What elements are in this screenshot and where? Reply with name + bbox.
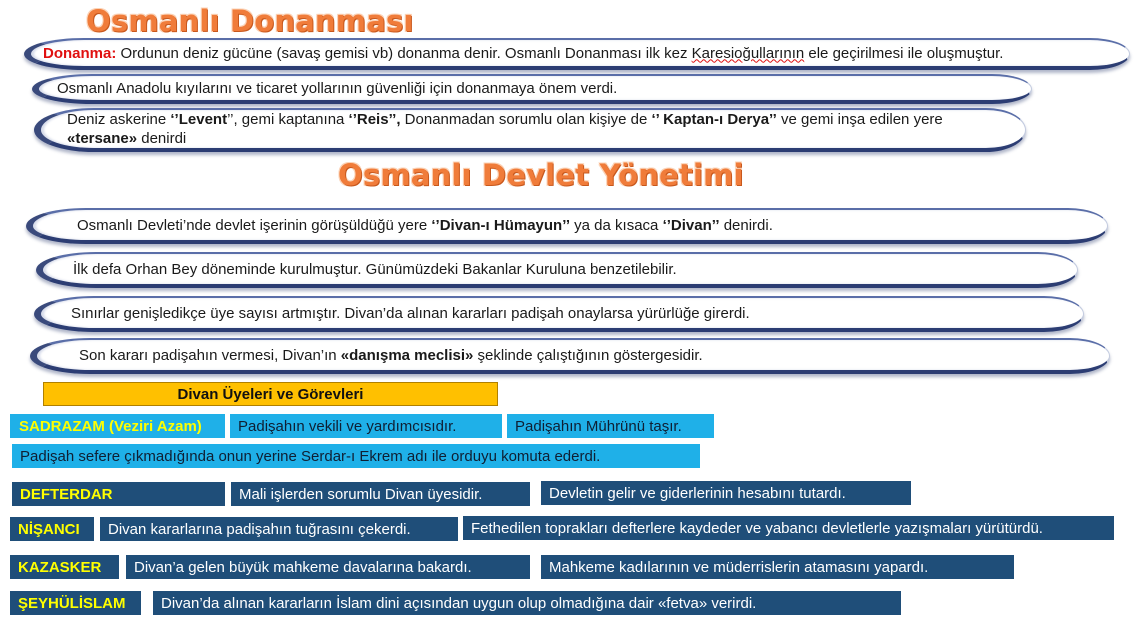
terms-text-1: Deniz askerine xyxy=(67,111,171,128)
terms-text-3: Donanmadan sorumlu olan kişiye de xyxy=(400,111,652,128)
defterdar-label: DEFTERDAR xyxy=(12,482,225,506)
divan-i-humayun-term: ‘’Divan-ı Hümayun’’ xyxy=(431,216,570,234)
terms-text-4: ve gemi inşa edilen yere xyxy=(776,111,943,128)
sadrazam-label: SADRAZAM (Veziri Azam) xyxy=(10,414,225,438)
advisory-text-2: şeklinde çalıştığının göstergesidir. xyxy=(473,346,703,364)
divan-members-text: Sınırlar genişledikçe üye sayısı artmıştır. Divan’da alınan kararları padişah onaylarsa yürürlüğe girerdi. xyxy=(71,304,750,322)
kazasker-duty-2: Mahkeme kadılarının ve müderrislerin atamasını yapardı. xyxy=(541,555,1014,579)
defterdar-duty-2: Devletin gelir ve giderlerinin hesabını tutardı. xyxy=(541,481,911,505)
divan-def-text-2: ya da kısaca xyxy=(570,216,663,234)
donanma-security-text: Osmanlı Anadolu kıyılarını ve ticaret yollarının güvenliği için donanmaya önem verdi. xyxy=(57,79,618,97)
divan-term: ‘’Divan’’ xyxy=(662,216,720,234)
divan-members-title: Divan Üyeleri ve Görevleri xyxy=(43,382,498,406)
divan-def-text-3: denirdi. xyxy=(719,216,773,234)
danisma-meclisi-term: «danışma meclisi» xyxy=(340,346,474,364)
donanma-heading: Osmanlı Donanması xyxy=(86,4,414,38)
levent-term: ‘’Levent xyxy=(170,111,228,128)
karesiogullari-word: Karesioğullarının xyxy=(691,44,805,62)
yonetim-heading: Osmanlı Devlet Yönetimi xyxy=(338,158,744,192)
donanma-term: Donanma: xyxy=(43,44,117,62)
nisanci-duty-1: Divan kararlarına padişahın tuğrasını çekerdi. xyxy=(100,517,458,541)
sadrazam-duty-1: Padişahın vekili ve yardımcısıdır. xyxy=(230,414,502,438)
defterdar-duty-1: Mali işlerden sorumlu Divan üyesidir. xyxy=(231,482,530,506)
divan-members-card xyxy=(34,296,1084,332)
terms-text-2: ’’, gemi kaptanına xyxy=(227,111,349,128)
terms-text-5: denirdi xyxy=(137,130,187,147)
divan-origin-text: İlk defa Orhan Bey döneminde kurulmuştur. Günümüzdeki Bakanlar Kuruluna benzetilebilir. xyxy=(73,260,677,278)
divan-definition-card xyxy=(26,208,1108,244)
reis-term: ‘’Reis’’, xyxy=(348,111,401,128)
advisory-text-1: Son kararı padişahın vermesi, Divan’ın xyxy=(79,346,341,364)
kazasker-duty-1: Divan’a gelen büyük mahkeme davalarına bakardı. xyxy=(126,555,530,579)
seyhulislam-duty-1: Divan’da alınan kararların İslam dini açısından uygun olup olmadığına dair «fetva» verirdi. xyxy=(153,591,901,615)
sadrazam-duty-2: Padişahın Mührünü taşır. xyxy=(507,414,714,438)
kazasker-label: KAZASKER xyxy=(10,555,119,579)
nisanci-duty-2: Fethedilen toprakları defterlere kaydeder ve yabancı devletlerle yazışmaları yürütürdü. xyxy=(463,516,1114,540)
sadrazam-duty-3: Padişah sefere çıkmadığında onun yerine Serdar-ı Ekrem adı ile orduyu komuta ederdi. xyxy=(12,444,700,468)
donanma-security-card xyxy=(32,74,1032,104)
nisanci-label: NİŞANCI xyxy=(10,517,94,541)
divan-advisory-card xyxy=(30,338,1110,374)
donanma-definition-end: ele geçirilmesi ile oluşmuştur. xyxy=(804,44,1004,62)
seyhulislam-label: ŞEYHÜLİSLAM xyxy=(10,591,141,615)
divan-def-text-1: Osmanlı Devleti’nde devlet işerinin görüşüldüğü yere xyxy=(77,216,432,234)
divan-origin-card xyxy=(36,252,1078,288)
kaptan-i-derya-term: ‘’ Kaptan-ı Derya’’ xyxy=(651,111,777,128)
donanma-terms-card xyxy=(34,108,1026,152)
tersane-term: «tersane» xyxy=(67,130,138,147)
donanma-definition-text: Ordunun deniz gücüne (savaş gemisi vb) donanma denir. Osmanlı Donanması ilk kez xyxy=(116,44,692,62)
donanma-definition-card xyxy=(24,38,1130,70)
